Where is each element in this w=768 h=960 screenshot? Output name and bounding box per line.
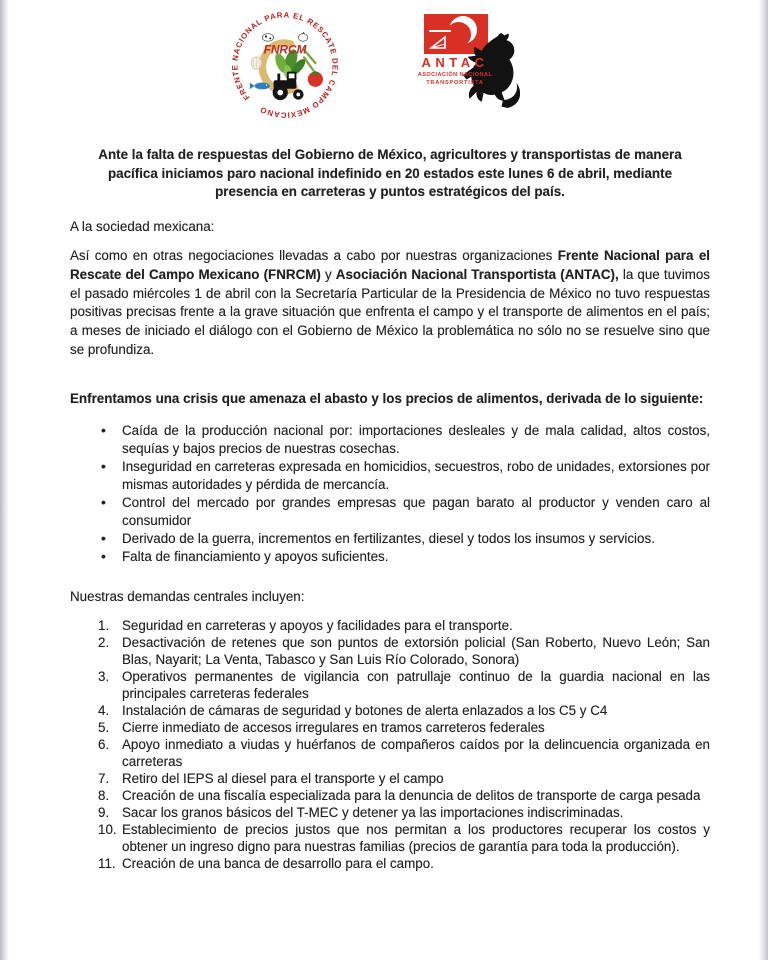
salutation: A la sociedad mexicana: (70, 218, 215, 234)
demand-number: 5. (98, 720, 110, 736)
demand-item (70, 634, 710, 668)
bullet-text: Derivado de la guerra, incrementos en fertilizantes, diesel y todos los insumos y servicios. (122, 530, 655, 546)
antac-logo (416, 8, 520, 116)
demand-text: Desactivación de retenes que son puntos de extorsión policial (San Roberto, Nuevo León; San Blas, Nayarit; La Venta, Tabasco y San Luis Río Colorado, Sonora) (122, 635, 710, 668)
demand-number: 3. (98, 669, 110, 685)
bullet-item (70, 548, 710, 566)
demand-number: 6. (98, 737, 110, 753)
fnrcm-logo (226, 8, 344, 122)
bullet-marker: • (101, 457, 106, 474)
demand-number: 1. (98, 618, 110, 634)
intro-segment-org-fnrcm: Frente Nacional para el Rescate del Campo Mexicano (FNRCM) (70, 248, 710, 282)
demand-text: Operativos permanentes de vigilancia con patrullaje continuo de la guardia nacional en las principales carreteras federales (122, 669, 710, 702)
bullet-item (70, 422, 710, 458)
crisis-heading: Enfrentamos una crisis que amenaza el abasto y los precios de alimentos, derivada de lo siguiente: (70, 391, 704, 407)
intro-segment-org-antac: Asociación Nacional Transportista (ANTAC), (335, 266, 619, 282)
demand-item (70, 770, 710, 787)
demand-text: Cierre inmediato de accesos irregulares en tramos carreteros federales (122, 720, 545, 736)
bullet-item (70, 494, 710, 530)
bullet-marker: • (101, 493, 106, 510)
headline: Ante la falta de respuestas del Gobierno de México, agricultores y transportistas de manera pacífica iniciamos paro nacional indefinido en 20 estados este lunes 6 de abril, mediante presencia en carreteras y puntos estratégicos del país. (98, 147, 682, 200)
crisis-bullet-list (70, 422, 710, 566)
intro-paragraph (70, 247, 710, 359)
demand-text: Instalación de cámaras de seguridad y botones de alerta enlazados a los C5 y C4 (122, 703, 608, 719)
demand-item (70, 668, 710, 702)
demand-text: Creación de una banca de desarrollo para el campo. (122, 856, 434, 872)
demand-item (70, 736, 710, 770)
bullet-text: Control del mercado por grandes empresas que pagan barato al productor y venden caro al consumidor (122, 494, 710, 528)
demand-text: Seguridad en carreteras y apoyos y facilidades para el transporte. (122, 618, 513, 634)
demand-number: 10. (98, 822, 117, 838)
demand-text: Sacar los granos básicos del T-MEC y detener ya las importaciones indiscriminadas. (122, 805, 624, 821)
fnrcm-acronym: FNRCM (263, 42, 307, 57)
demands-list (70, 617, 710, 872)
bullet-item (70, 458, 710, 494)
demand-item (70, 787, 710, 804)
fnrcm-ring-text: FRENTE NACIONAL PARA EL RESCATE DEL CAMPO MEXICANO (230, 10, 340, 120)
demand-item (70, 617, 710, 634)
antac-acronym: ANTAC (421, 55, 489, 70)
bullet-marker: • (101, 529, 106, 546)
intro-segment: y (320, 266, 336, 282)
bullet-marker: • (101, 421, 106, 438)
bullet-text: Falta de financiamiento y apoyos suficientes. (122, 548, 389, 564)
intro-segment: la que tuvimos el pasado miércoles 1 de abril con la Secretaría Particular de la Presidencia de México no tuvo respuestas positivas precisas frente a la grave situación que enfrenta el campo y el transporte de alimentos en el país; a meses de iniciado el diálogo con el Gobierno de México la problemática no sólo no se resuelve sino que se profundiza. (70, 266, 711, 357)
bullet-text: Inseguridad en carreteras expresada en homicidios, secuestros, robo de unidades, extorsiones por mismas autoridades y pérdida de mercancía. (122, 458, 710, 492)
antac-subtitle-1: ASOCIACIÓN NACIONAL (417, 72, 493, 78)
demand-text: Apoyo inmediato a viudas y huérfanos de compañeros caídos por la delincuencia organizada en carreteras (122, 737, 710, 770)
demand-item (70, 702, 710, 719)
demand-text: Creación de una fiscalía especializada para la denuncia de delitos de transporte de carga pesada (122, 788, 701, 804)
demand-number: 11. (98, 856, 116, 872)
demands-intro: Nuestras demandas centrales incluyen: (70, 588, 305, 604)
garlic-icon (251, 57, 261, 69)
demand-text: Establecimiento de precios justos que nos permitan a los productores recuperar los costos y obtener un ingreso digno para nuestras familias (precios de garantía para toda la producción). (122, 822, 710, 855)
bullet-text: Caída de la producción nacional por: importaciones desleales y de mala calidad, altos costos, sequías y bajos precios de nuestras cosechas. (122, 422, 710, 456)
antac-emblem-icon (424, 14, 488, 54)
antac-subtitle-2: TRANSPORTISTA (426, 80, 484, 86)
logo-row (36, 8, 710, 122)
demand-number: 7. (98, 771, 110, 787)
demand-number: 8. (98, 788, 110, 804)
bullet-item (70, 530, 710, 548)
demand-item (70, 719, 710, 736)
demand-number: 9. (98, 805, 110, 821)
demand-number: 4. (98, 703, 110, 719)
demand-number: 2. (98, 635, 110, 651)
bullet-marker: • (101, 547, 106, 564)
demand-item (70, 855, 710, 872)
demand-text: Retiro del IEPS al diesel para el transporte y el campo (122, 771, 444, 787)
demand-item (70, 804, 710, 821)
demand-item (70, 821, 710, 855)
intro-segment: Así como en otras negociaciones llevadas a cabo por nuestras organizaciones (70, 248, 558, 264)
